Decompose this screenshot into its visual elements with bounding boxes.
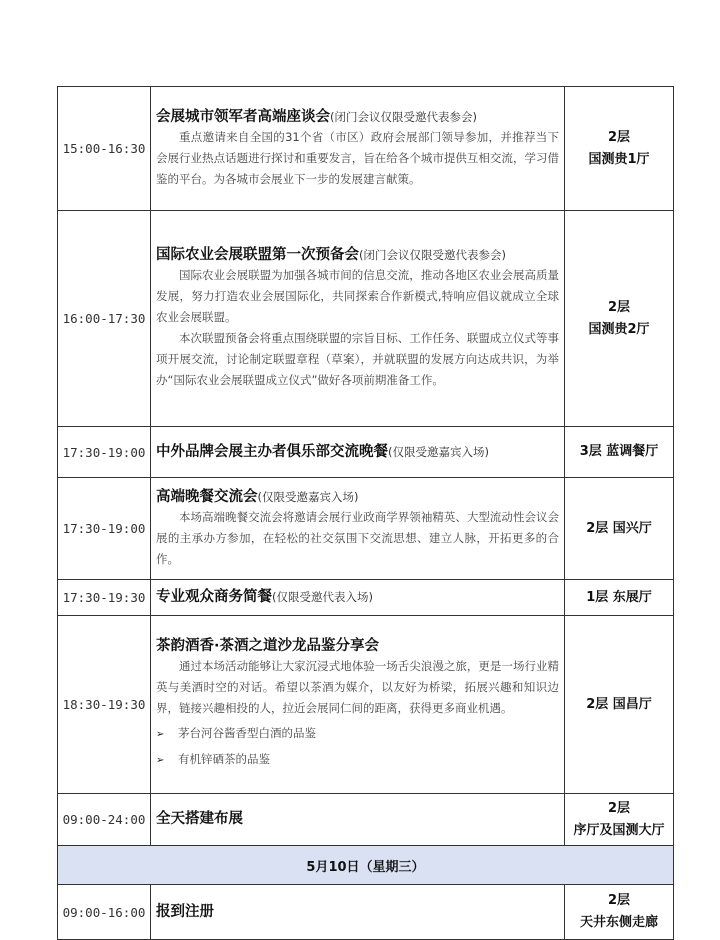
venue-cell: 1层 东展厅 <box>565 580 674 616</box>
list-item <box>156 747 559 773</box>
time-cell: 17:30-19:30 <box>58 580 151 616</box>
table-row <box>58 885 674 940</box>
time-cell: 17:30-19:00 <box>58 427 151 478</box>
session-title: 高端晚餐交流会 <box>156 488 258 505</box>
venue-floor: 2层 <box>607 800 631 816</box>
list-item <box>156 721 559 747</box>
venue-cell: 3层 蓝调餐厅 <box>565 427 674 478</box>
venue-hall: 序厅及国测大厅 <box>573 822 665 838</box>
table-row <box>58 616 674 794</box>
session-content <box>151 427 565 478</box>
date-heading: 5月10日（星期三） <box>58 846 674 885</box>
date-row <box>58 846 674 885</box>
table-row <box>58 580 674 616</box>
time-cell: 09:00-16:00 <box>58 885 151 940</box>
session-note: (仅限受邀嘉宾入场) <box>257 489 359 504</box>
session-title: 茶韵酒香·茶酒之道沙龙品鉴分享会 <box>156 637 380 654</box>
time-cell: 15:00-16:30 <box>58 87 151 211</box>
table-row <box>58 87 674 211</box>
venue-floor: 2层 <box>607 129 631 145</box>
session-heading <box>156 487 559 507</box>
session-content <box>151 211 565 427</box>
venue-cell: 2层 国昌厅 <box>565 616 674 794</box>
session-note: (闭门会议仅限受邀代表参会) <box>359 248 506 262</box>
session-heading <box>156 245 559 265</box>
schedule-table <box>57 86 674 940</box>
session-description: 通过本场活动能够让大家沉浸式地体验一场舌尖浪漫之旅，更是一场行业精英与美酒时空的对话。希望以茶酒为媒介，以友好为桥梁，拓展兴趣和知识边界，链接兴趣相投的人，拉近会展同仁间的距离，获得更多商业机遇。 <box>156 658 559 715</box>
tasting-list <box>156 721 559 773</box>
session-description: 本次联盟预备会将重点围绕联盟的宗旨目标、工作任务、联盟成立仪式等事项开展交流，讨论制定联盟章程（草案），并就联盟的发展方向达成共识，为举办“国际农业会展联盟成立仪式”做好各项前期准备工作。 <box>156 331 559 387</box>
session-note: (仅限受邀嘉宾入场) <box>388 444 489 459</box>
session-description: 本场高端晚餐交流会将邀请会展行业政商学界领袖精英、大型流动性会议会展的主承办方参加，在轻松的社交氛围下交流思想、建立人脉，开拓更多的合作。 <box>156 509 559 566</box>
arrow-bullet-icon: ➢ <box>156 728 165 740</box>
session-heading <box>156 107 559 127</box>
session-title: 全天搭建布展 <box>156 811 243 827</box>
session-content <box>151 616 565 794</box>
session-title: 报到注册 <box>156 903 214 920</box>
session-description: 重点邀请来自全国的31个省（市区）政府会展部门领导参加，并推荐当下会展行业热点话题进行探讨和重要发言，旨在给各个城市提供互相交流，学习借鉴的平台。为各城市会展业下一步的发展建言献策。 <box>156 129 559 186</box>
venue-floor: 2层 <box>607 893 631 908</box>
session-content <box>151 478 565 580</box>
time-cell: 18:30-19:30 <box>58 616 151 794</box>
session-note: (仅限受邀代表入场) <box>272 590 373 604</box>
session-content <box>151 580 565 616</box>
venue-cell <box>565 794 674 846</box>
venue-cell <box>565 87 674 211</box>
table-row <box>58 794 674 846</box>
time-cell: 17:30-19:00 <box>58 478 151 580</box>
table-row <box>58 211 674 427</box>
list-item-label: 有机锌硒茶的品鉴 <box>178 751 270 766</box>
time-cell: 09:00-24:00 <box>58 794 151 846</box>
time-cell: 16:00-17:30 <box>58 211 151 427</box>
session-heading <box>156 442 559 462</box>
venue-cell: 2层 国兴厅 <box>565 478 674 580</box>
session-description: 国际农业会展联盟为加强各城市间的信息交流，推动各地区农业会展高质量发展，努力打造农业会展国际化，共同探索合作新模式,特响应倡议就成立全球农业会展联盟。 <box>156 268 559 324</box>
venue-hall: 国测贵1厅 <box>588 151 650 167</box>
table-row <box>58 427 674 478</box>
session-title: 国际农业会展联盟第一次预备会 <box>156 247 359 263</box>
session-title: 会展城市领军者高端座谈会 <box>156 108 330 125</box>
session-title: 专业观众商务简餐 <box>156 589 272 605</box>
venue-cell <box>565 885 674 940</box>
arrow-bullet-icon: ➢ <box>156 754 165 766</box>
session-title: 中外品牌会展主办者俱乐部交流晚餐 <box>156 443 388 460</box>
session-content <box>151 87 565 211</box>
venue-cell <box>565 211 674 427</box>
venue-hall: 天井东侧走廊 <box>579 915 658 930</box>
session-content <box>151 885 565 940</box>
session-content <box>151 794 565 846</box>
venue-hall: 国测贵2厅 <box>588 321 650 337</box>
session-heading <box>156 587 559 607</box>
session-heading <box>156 636 559 656</box>
session-note: (闭门会议仅限受邀代表参会) <box>330 109 477 124</box>
venue-floor: 2层 <box>607 299 631 315</box>
list-item-label: 茅台河谷酱香型白酒的品鉴 <box>178 725 316 740</box>
table-row <box>58 478 674 580</box>
